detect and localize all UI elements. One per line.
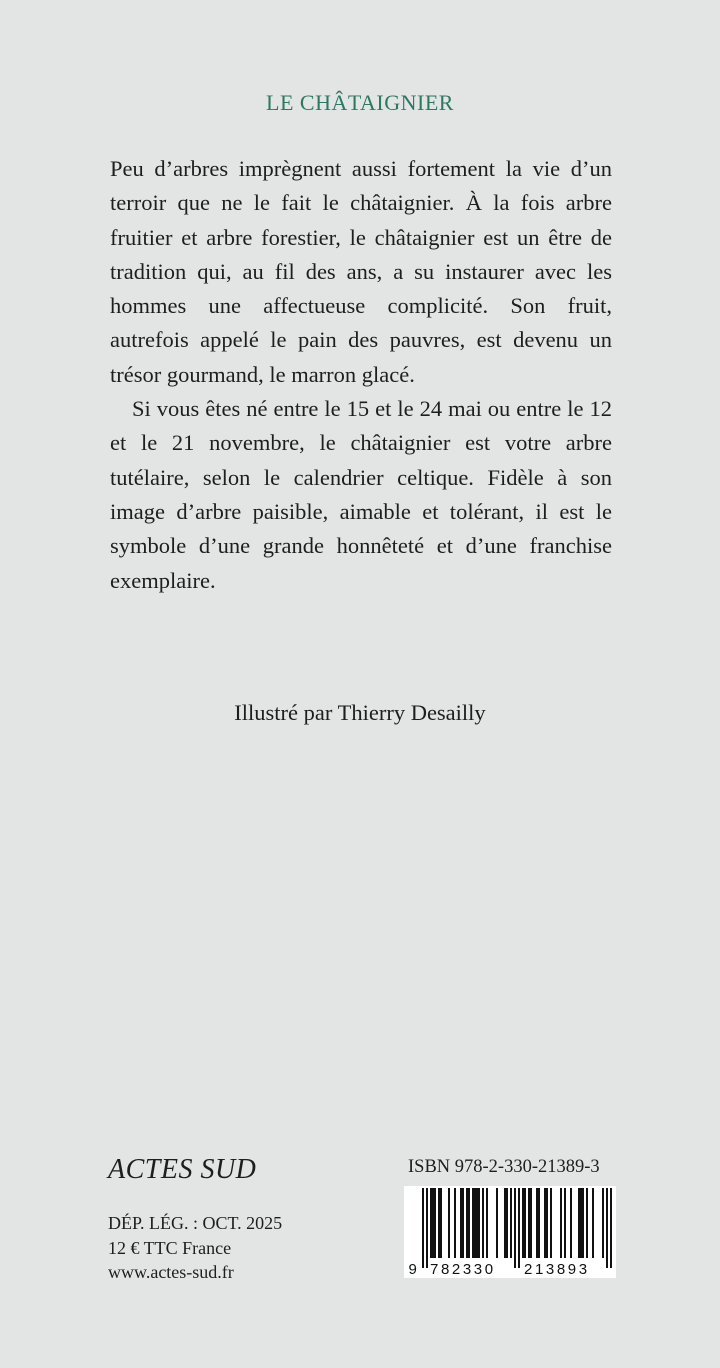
barcode-bar — [438, 1188, 440, 1258]
barcode-bar — [578, 1188, 580, 1258]
barcode-bar — [522, 1188, 524, 1258]
barcode-bar — [496, 1188, 498, 1258]
barcode-bar — [466, 1188, 468, 1258]
barcode-bar — [586, 1188, 588, 1258]
barcode — [404, 1186, 616, 1278]
barcode-bar — [580, 1188, 582, 1258]
barcode-bar — [478, 1188, 480, 1258]
barcode-bar — [602, 1188, 604, 1258]
barcode-bar — [482, 1188, 484, 1258]
barcode-bar — [610, 1188, 612, 1268]
website-link[interactable]: www.actes-sud.fr — [108, 1262, 234, 1282]
legal-deposit: DÉP. LÉG. : OCT. 2025 — [108, 1213, 283, 1233]
blurb-paragraph-1: Peu d’arbres imprègnent aussi fortement la vie d’un terroir que ne le fait le châtaignier. À la fois arbre fruitier et arbre forestier, le châtaignier est un être de tradition qui, au fil des ans, a su instaurer avec les hommes une affectueuse complicité. Son fruit, autrefois appelé le pain des pauvres, est devenu un trésor gourmand, le marron glacé. — [110, 156, 612, 387]
publisher-logo: ACTES SUD — [108, 1154, 257, 1185]
imprint-block — [108, 1211, 282, 1285]
barcode-bar — [514, 1188, 516, 1268]
barcode-bar — [536, 1188, 538, 1258]
barcode-bar — [530, 1188, 532, 1258]
barcode-bar — [570, 1188, 572, 1258]
barcode-bar — [486, 1188, 488, 1258]
price: 12 € TTC France — [108, 1237, 232, 1258]
barcode-bar — [506, 1188, 508, 1258]
barcode-bar — [454, 1188, 456, 1258]
barcode-bar — [426, 1188, 428, 1268]
blurb-paragraph-2: Si vous êtes né entre le 15 et le 24 mai ou entre le 12 et le 21 novembre, le châtaignier est votre arbre tutélaire, selon le calendrier celtique. Fidèle à son image d’arbre paisible, aimable et tolérant, il est le symbole d’une grande honnêteté et d’une franchise exemplaire. — [110, 396, 612, 593]
blurb — [110, 152, 612, 598]
barcode-bar — [560, 1188, 562, 1258]
barcode-bar — [524, 1188, 526, 1258]
barcode-bar — [432, 1188, 434, 1258]
barcode-bar — [544, 1188, 546, 1258]
barcode-digit-lead: 9 — [408, 1261, 420, 1278]
barcode-bar — [582, 1188, 584, 1258]
book-title: LE CHÂTAIGNIER — [266, 90, 454, 115]
isbn: ISBN 978-2-330-21389-3 — [408, 1157, 600, 1177]
barcode-bar — [460, 1188, 462, 1258]
barcode-bar — [434, 1188, 436, 1258]
barcode-bar — [550, 1188, 552, 1258]
barcode-digits-left: 782330 — [430, 1261, 496, 1278]
illustrator-credit: Illustré par Thierry Desailly — [234, 700, 486, 725]
barcode-bar — [448, 1188, 450, 1258]
barcode-graphic — [404, 1186, 616, 1278]
barcode-bar — [606, 1188, 608, 1268]
barcode-bar — [518, 1188, 520, 1268]
barcode-bar — [474, 1188, 476, 1258]
barcode-digits-right: 213893 — [524, 1261, 590, 1278]
barcode-bar — [472, 1188, 474, 1258]
barcode-bar — [592, 1188, 594, 1258]
barcode-bar — [564, 1188, 566, 1258]
barcode-bar — [440, 1188, 442, 1258]
barcode-bar — [430, 1188, 432, 1258]
barcode-bar — [510, 1188, 512, 1258]
barcode-bar — [538, 1188, 540, 1258]
barcode-bar — [504, 1188, 506, 1258]
barcode-bar — [462, 1188, 464, 1258]
barcode-bar — [546, 1188, 548, 1258]
barcode-bar — [422, 1188, 424, 1268]
barcode-bar — [528, 1188, 530, 1258]
barcode-bar — [476, 1188, 478, 1258]
barcode-bar — [468, 1188, 470, 1258]
